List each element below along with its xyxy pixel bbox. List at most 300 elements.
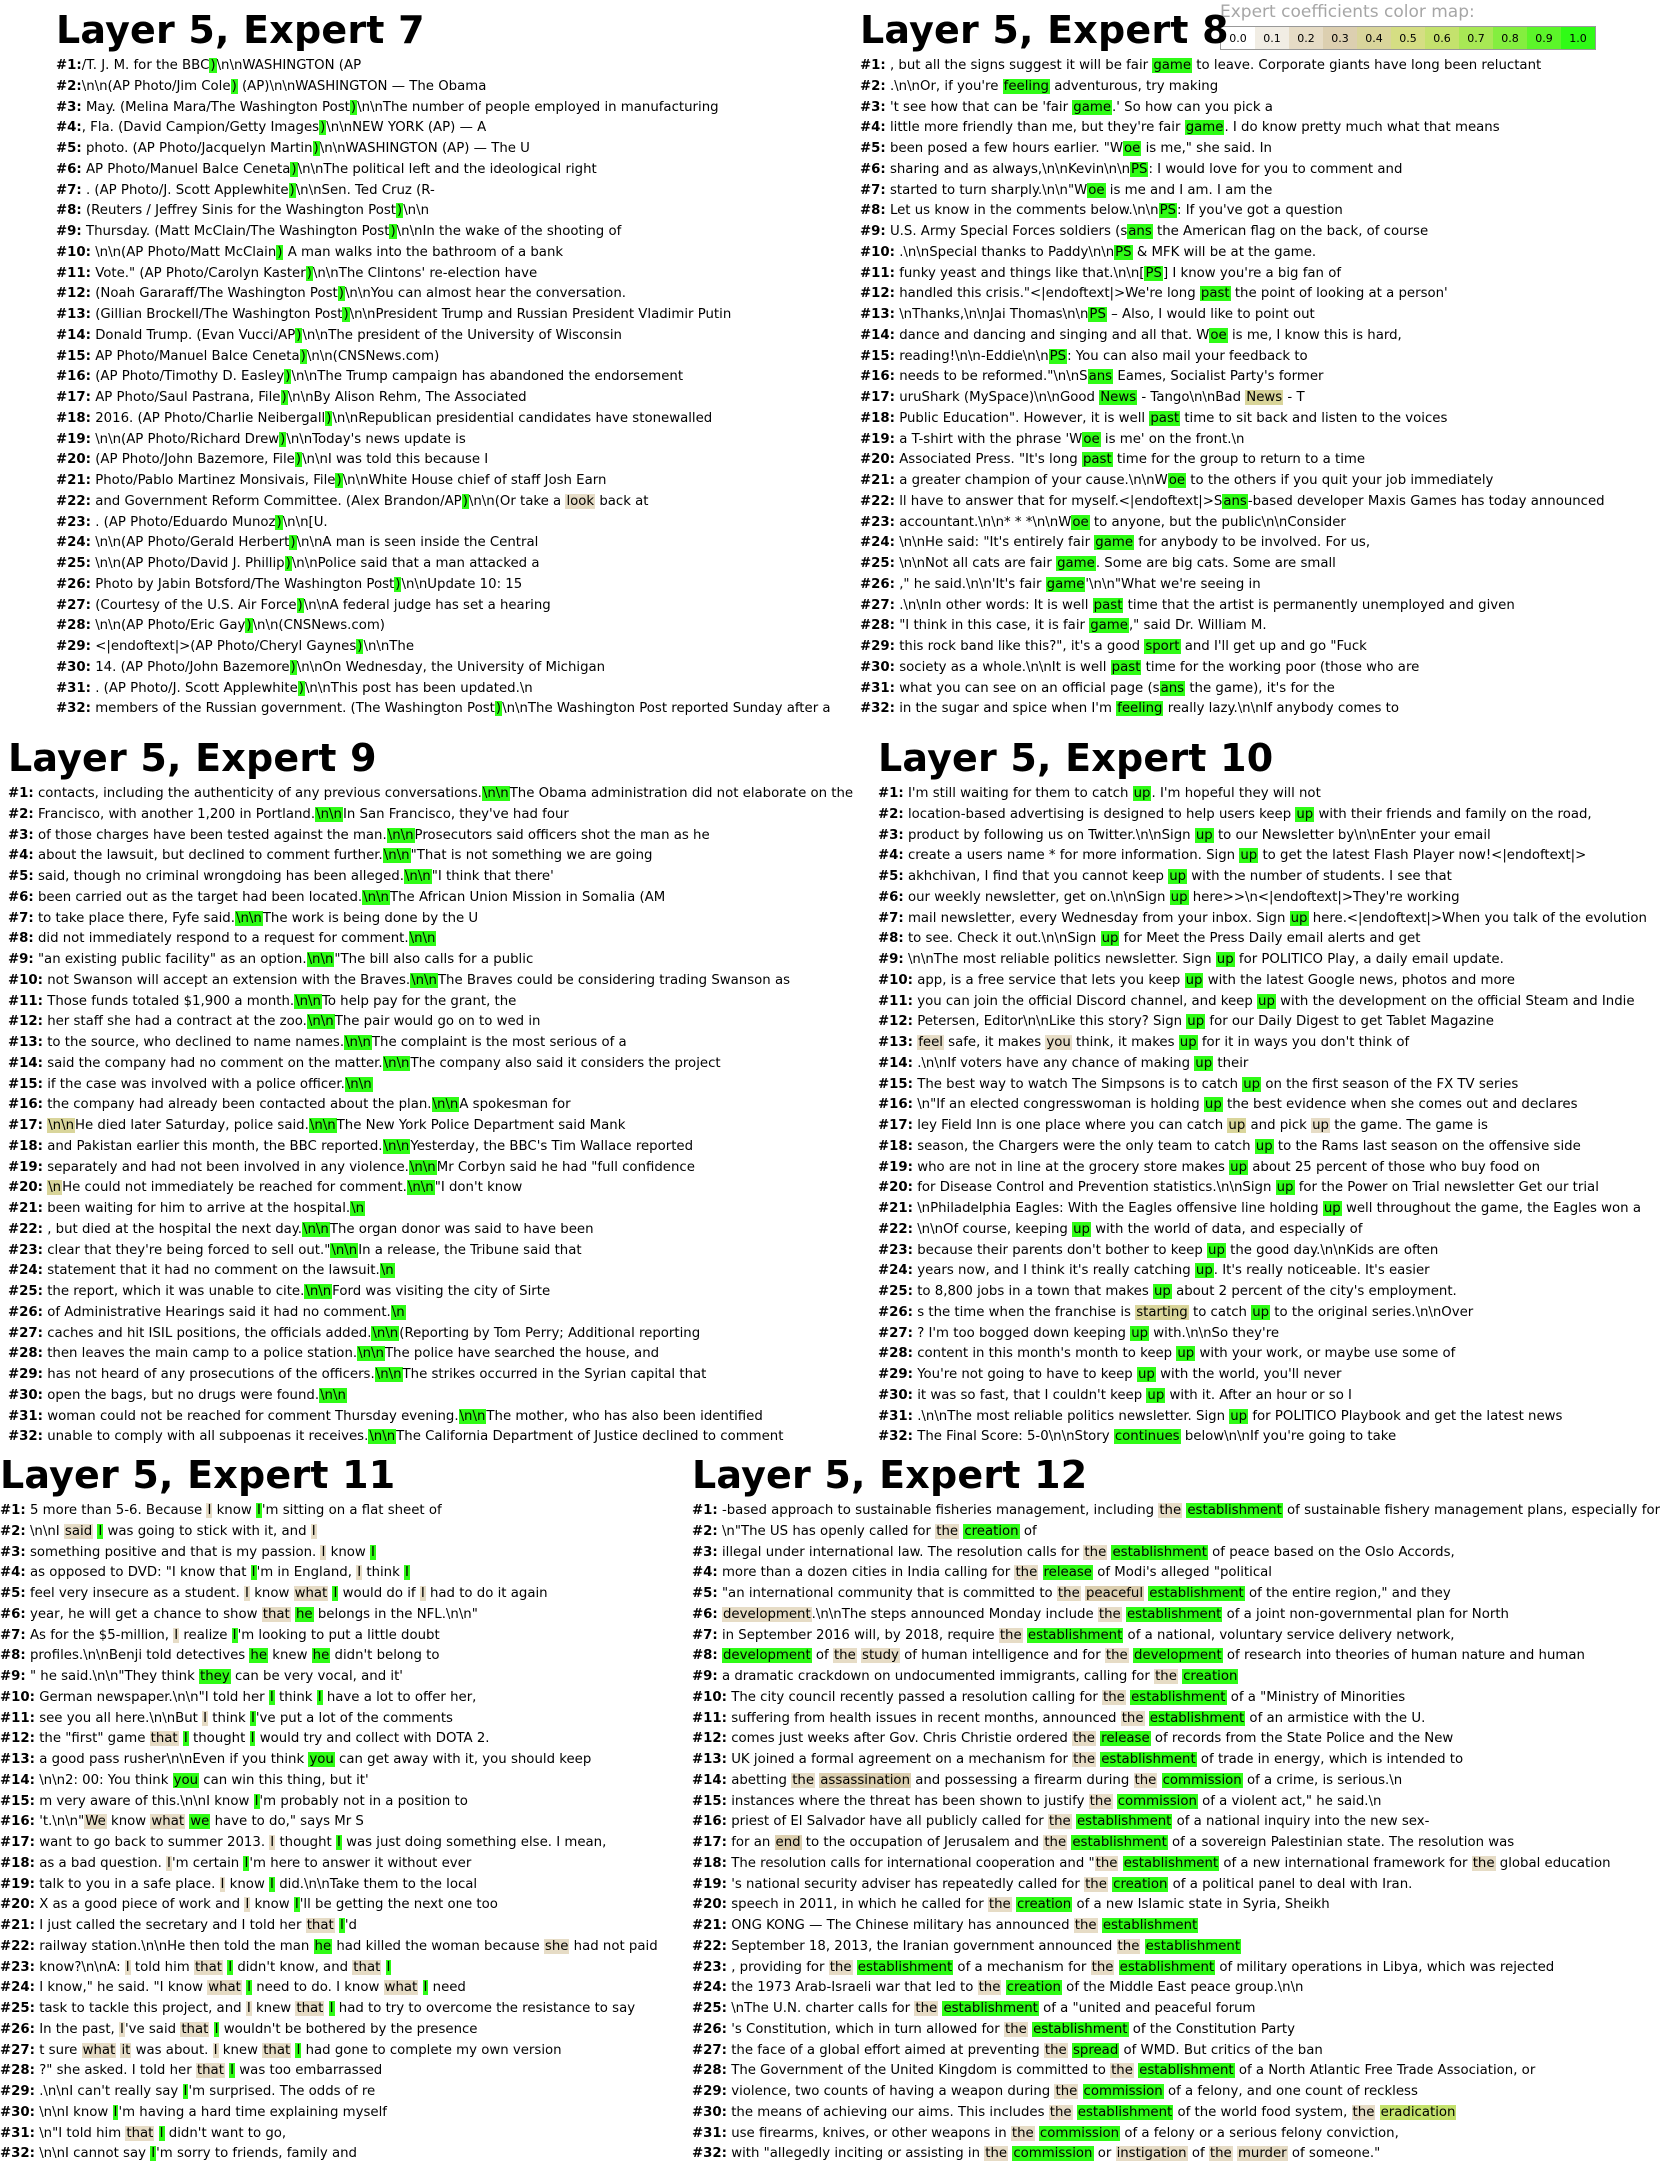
example-row [56, 98, 831, 119]
context-text: , Fla. (David Campion/Getty Images [81, 120, 320, 136]
row-index: #23: [0, 1959, 35, 1975]
row-index: #21: [56, 473, 91, 488]
row-index: #24: [8, 1263, 43, 1279]
context-text: for the Power on Trial newsletter Get our trial [1294, 1180, 1599, 1196]
context-text: ?" she asked. I told her [34, 2063, 196, 2079]
context-text: would do if [338, 1586, 420, 1601]
highlighted-token: I [203, 1710, 208, 1726]
context-text: 's Constitution, which in turn allowed for [726, 2021, 1004, 2037]
example-row [692, 1999, 1660, 2020]
highlighted-token: I [214, 2021, 219, 2037]
example-row [692, 1501, 1660, 1522]
row-index: #19: [0, 1876, 35, 1892]
context-text: priest of El Salvador have all publicly called for [726, 1814, 1048, 1830]
highlighted-token: game [1153, 58, 1192, 73]
row-index: #30: [860, 659, 895, 675]
example-row [8, 950, 853, 971]
context-text: not Swanson will accept an extension with the Braves. [42, 972, 411, 988]
highlighted-token: establishment [1131, 1689, 1226, 1705]
context-text: separately and had not been involved in any violence. [42, 1159, 409, 1175]
legend-cell: 0.3 [1323, 27, 1357, 49]
context-text: - T [1283, 390, 1305, 405]
example-row [860, 409, 1605, 430]
highlighted-token: up [1276, 1180, 1294, 1196]
example-row [56, 679, 831, 700]
highlighted-token: I [329, 2001, 334, 2016]
context-text [1038, 1565, 1042, 1580]
context-text: \n\nBy Alison Rehm, The Associated [287, 390, 527, 405]
row-index: #18: [0, 1855, 35, 1871]
row-index: #1: [860, 58, 886, 73]
context-text: To help pay for the grant, the [321, 993, 517, 1009]
row-index: #16: [878, 1097, 913, 1113]
row-index: #20: [0, 1897, 35, 1913]
context-text: .\n\nSpecial thanks to Paddy\n\n [894, 244, 1115, 260]
example-row [8, 1303, 853, 1324]
highlighted-token: News [1100, 390, 1137, 405]
row-index: #27: [878, 1325, 913, 1341]
context-text: and Government Reform Committee. (Alex Brandon/AP [90, 493, 462, 509]
context-text: \n\nA federal judge has set a hearing [303, 597, 551, 613]
example-row [0, 1646, 658, 1667]
example-row [56, 160, 831, 181]
context-text: . (AP Photo/J. Scott Applewhite [90, 680, 298, 696]
context-text: Yesterday, the BBC's Tim Wallace reported [410, 1138, 694, 1154]
context-text: to get the latest Flash Player now!<|endoftext|> [1258, 848, 1587, 864]
highlighted-token: the [1089, 1793, 1112, 1809]
row-index: #9: [860, 224, 886, 239]
context-text: : If you've got a question [1177, 203, 1343, 219]
row-index: #25: [860, 556, 895, 571]
row-index: #7: [0, 1627, 26, 1643]
row-index: #15: [860, 348, 895, 364]
example-row [692, 1522, 1660, 1543]
example-row [692, 1895, 1660, 1916]
highlighted-token: commission [1117, 1793, 1197, 1809]
example-row [0, 1522, 658, 1543]
context-text: below\n\nIf you're going to take [1180, 1429, 1397, 1445]
row-index: #7: [8, 910, 34, 926]
context-text: season, the Chargers were the only team to catch [912, 1138, 1255, 1154]
row-index: #6: [878, 889, 904, 905]
highlighted-token: establishment [1077, 2104, 1173, 2120]
token-list [860, 56, 1605, 720]
legend-cell: 0.0 [1221, 27, 1255, 49]
highlighted-token: \n\n [482, 786, 509, 801]
context-text: the "first" game [34, 1731, 150, 1747]
context-text: – Also, I would like to point out [1106, 307, 1315, 322]
row-index: #22: [0, 1938, 35, 1954]
example-row [56, 305, 831, 326]
highlighted-token: the [1011, 2125, 1034, 2141]
context-text: \n\nThe political left and the ideological right [297, 161, 597, 177]
context-text: \n\nNot all cats are fair [894, 556, 1057, 571]
context-text: of a national, voluntary service delivery network, [1123, 1627, 1455, 1643]
context-text: \n\n2: 00: You think [34, 1772, 173, 1788]
row-index: #10: [878, 972, 913, 988]
context-text: and pick [1246, 1118, 1312, 1133]
example-row [878, 950, 1647, 971]
context-text: \n\n(CNSNews.com) [252, 618, 385, 634]
context-text: to 8,800 jobs in a town that makes [912, 1284, 1153, 1299]
highlighted-token: up [1153, 1284, 1171, 1299]
highlighted-token: what [82, 2042, 116, 2058]
highlighted-token: up [1133, 786, 1151, 801]
context-text: m very aware of this.\n\nI know [34, 1793, 254, 1809]
context-text: 5 more than 5-6. Because [25, 1503, 207, 1518]
highlighted-token: up [1230, 1408, 1248, 1424]
highlighted-token: I [336, 1835, 341, 1850]
row-index: #21: [860, 473, 895, 488]
context-text: \n\nThe Clintons' re-election have [312, 265, 538, 281]
example-row [692, 1626, 1660, 1647]
highlighted-token: I [220, 1876, 225, 1892]
row-index: #26: [692, 2021, 727, 2037]
context-text: their [1213, 1055, 1249, 1071]
row-index: #27: [0, 2042, 35, 2058]
context-text: suffering from health issues in recent months, announced [726, 1710, 1121, 1726]
highlighted-token: game [1073, 99, 1112, 115]
highlighted-token: \n\n [409, 1159, 436, 1175]
context-text: in the sugar and spice when I'm [894, 701, 1117, 717]
context-text: of military operations in Libya, which was rejected [1215, 1959, 1555, 1975]
highlighted-token: \n\n [320, 1387, 346, 1403]
context-text: the company had already been contacted about the plan. [42, 1097, 432, 1113]
example-row [56, 430, 831, 451]
row-index: #9: [0, 1669, 26, 1684]
context-text: to our Newsletter by\n\nEnter your email [1213, 827, 1491, 843]
context-text: "an existing public facility" as an option. [33, 952, 307, 967]
highlighted-token: up [1296, 806, 1314, 822]
row-index: #14: [878, 1055, 913, 1071]
context-text: of a North Atlantic Free Trade Association, or [1234, 2063, 1536, 2079]
highlighted-token: ) [350, 99, 357, 115]
context-text: want to go back to summer 2013. [34, 1835, 270, 1850]
panel-title: Layer 5, Expert 11 [0, 1453, 396, 1497]
example-row [878, 784, 1647, 805]
context-text: ONG KONG — The Chinese military has announced [726, 1918, 1074, 1933]
highlighted-token: up [1101, 931, 1119, 947]
legend-cell: 0.4 [1357, 27, 1391, 49]
context-text: (Reporting by Tom Perry; Additional reporting [399, 1325, 701, 1341]
context-text: a good pass rusher\n\nEven if you think [34, 1752, 309, 1767]
highlighted-token: establishment [1027, 1627, 1123, 1643]
row-index: #6: [8, 889, 34, 905]
highlighted-token: \n\n [409, 931, 436, 947]
example-row [860, 139, 1605, 160]
context-text: AP Photo/Saul Pastrana, File [90, 390, 281, 405]
context-text: \nPhiladelphia Eagles: With the Eagles offensive line holding [912, 1201, 1323, 1216]
row-index: #5: [692, 1586, 718, 1601]
row-index: #28: [0, 2063, 35, 2079]
context-text: then leaves the main camp to a police station. [42, 1346, 358, 1362]
highlighted-token: he [312, 1648, 330, 1664]
context-text: clear that they're being forced to sell out." [42, 1242, 331, 1258]
row-index: #29: [0, 2084, 35, 2099]
row-index: #1: [692, 1503, 718, 1518]
context-text: of the world food system, [1173, 2104, 1352, 2120]
row-index: #16: [860, 369, 895, 385]
row-index: #25: [692, 2001, 727, 2016]
example-row [8, 1324, 853, 1345]
context-text: 2016. (AP Photo/Charlie Neibergall [90, 410, 326, 426]
highlighted-token: the [1055, 2084, 1078, 2099]
highlighted-token: past [1200, 286, 1230, 302]
highlighted-token: up [1169, 869, 1187, 884]
context-text: & MFK will be at the game. [1132, 244, 1317, 260]
highlighted-token: establishment [1102, 1918, 1198, 1933]
panel-expert-9 [8, 738, 853, 1448]
context-text: is me' on the front.\n [1100, 431, 1245, 447]
context-text: \n\n(AP Photo/David J. Phillip [90, 556, 285, 571]
example-row [860, 181, 1605, 202]
highlighted-token: ) [295, 452, 302, 468]
panel-title: Layer 5, Expert 10 [878, 736, 1274, 780]
context-text: I'm still waiting for them to catch [903, 786, 1133, 801]
example-row [860, 533, 1605, 554]
context-text: with.\n\nSo they're [1149, 1325, 1280, 1341]
context-text: " he said.\n\n"They think [25, 1669, 200, 1684]
context-text: of peace based on the Oslo Accords, [1207, 1544, 1455, 1560]
example-row [878, 1303, 1647, 1324]
highlighted-token: you [309, 1752, 334, 1767]
example-row [0, 1978, 658, 1999]
context-text: of a crime, is serious.\n [1242, 1772, 1403, 1788]
context-text: as a bad question. [34, 1855, 167, 1871]
row-index: #24: [878, 1263, 913, 1279]
row-index: #12: [56, 286, 91, 302]
row-index: #28: [8, 1346, 43, 1362]
row-index: #30: [8, 1387, 43, 1403]
context-text: of a national inquiry into the new sex- [1172, 1814, 1430, 1830]
highlighted-token: spread [1072, 2042, 1119, 2058]
example-row [878, 1261, 1647, 1282]
context-text: adventurous, try making [1049, 78, 1219, 94]
row-index: #5: [8, 869, 34, 884]
row-index: #32: [692, 2146, 727, 2162]
context-text: of someone." [1287, 2146, 1381, 2162]
example-row [878, 1095, 1647, 1116]
row-index: #32: [56, 701, 91, 717]
context-text: (Noah Gararaff/The Washington Post [90, 286, 338, 302]
example-row [860, 575, 1605, 596]
example-row [878, 1012, 1647, 1033]
context-text: \n\nOn Wednesday, the University of Michigan [296, 659, 606, 675]
context-text: about 25 percent of those who buy food on [1248, 1159, 1541, 1175]
context-text: to the Rams last season on the offensive side [1273, 1138, 1581, 1154]
example-row [860, 450, 1605, 471]
example-row [8, 1178, 853, 1199]
row-index: #10: [860, 244, 895, 260]
highlighted-token: establishment [1072, 1835, 1167, 1850]
example-row [878, 1241, 1647, 1262]
example-row [860, 367, 1605, 388]
context-text: content in this month's month to keep [912, 1346, 1177, 1362]
highlighted-token: up [1137, 1367, 1155, 1382]
context-text: 't.\n\n" [34, 1814, 85, 1830]
context-text: \n\nPolice said that a man attacked a [291, 556, 540, 571]
row-index: #18: [878, 1138, 913, 1154]
highlighted-token: \n\n [372, 1325, 399, 1341]
context-text: members of the Russian government. (The Washington Post [90, 701, 495, 717]
example-row [56, 492, 831, 513]
row-index: #1: [0, 1503, 26, 1518]
context-text: something positive and that is my passion. [25, 1544, 321, 1560]
example-row [0, 1937, 658, 1958]
highlighted-token: he [295, 1606, 313, 1622]
row-index: #17: [56, 390, 91, 405]
row-index: #13: [56, 307, 91, 322]
context-text: in September 2016 will, by 2018, require [717, 1627, 999, 1643]
row-index: #2: [692, 1523, 718, 1539]
context-text: The New York Police Department said Mank [336, 1118, 626, 1133]
context-text: \n\nWASHINGTON (AP [216, 58, 362, 73]
highlighted-token: the [1117, 1938, 1140, 1954]
row-index: #7: [878, 910, 904, 926]
example-row [692, 1543, 1660, 1564]
highlighted-token: ) [336, 473, 342, 488]
highlighted-token: ) [289, 182, 295, 198]
context-text: for our Daily Digest to get Tablet Magazine [1205, 1014, 1494, 1030]
example-row [8, 1075, 853, 1096]
highlighted-token: ) [285, 556, 291, 571]
context-text: Eames, Socialist Party's former [1113, 369, 1324, 385]
example-row [878, 888, 1647, 909]
row-index: #16: [692, 1814, 727, 1830]
example-row [0, 2082, 658, 2103]
context-text: - Tango\n\nBad [1137, 390, 1246, 405]
context-text: \n\nWhite House chief of staff Josh Earn [342, 473, 607, 488]
panel-title: Layer 5, Expert 12 [692, 1453, 1088, 1497]
highlighted-token: that [181, 2021, 209, 2037]
context-text: ley Field Inn is one place where you can catch [912, 1118, 1228, 1133]
example-row [878, 992, 1647, 1013]
highlighted-token: what [151, 1814, 185, 1830]
highlighted-token: ans [1128, 224, 1152, 239]
context-text: \n\n(Or take a [468, 493, 566, 509]
highlighted-token: the [1084, 1544, 1107, 1560]
context-text: know [212, 1503, 256, 1518]
highlighted-token: PS [1089, 307, 1106, 322]
example-row [0, 1999, 658, 2020]
context-text: Let us know in the comments below.\n\n [885, 203, 1159, 219]
highlighted-token: \n\n [369, 1429, 396, 1445]
highlighted-token: \n\n [48, 1118, 75, 1133]
context-text: did not immediately respond to a request for comment. [33, 931, 409, 947]
example-row [878, 846, 1647, 867]
context-text: In San Francisco, they've had four [342, 806, 569, 822]
context-text: The California Department of Justice declined to comment [396, 1429, 784, 1445]
example-row [0, 2061, 658, 2082]
highlighted-token: that [296, 2001, 324, 2016]
context-text: think [274, 1689, 317, 1705]
highlighted-token: past [1082, 452, 1112, 468]
context-text: Prosecutors said officers shot the man as he [414, 827, 710, 843]
context-text: you can join the official Discord channel, and keep [912, 993, 1258, 1009]
highlighted-token: the [1159, 1503, 1182, 1518]
row-index: #15: [878, 1076, 913, 1092]
context-text: \n\nA man is seen inside the Central [296, 535, 539, 551]
context-text: this rock band like this?", it's a good [894, 639, 1145, 654]
context-text: had to do it again [425, 1586, 548, 1601]
panel-expert-7 [56, 10, 831, 720]
context-text: 'm certain [171, 1855, 244, 1871]
context-text: I know," he said. "I know [34, 1980, 208, 1996]
example-row [0, 1584, 658, 1605]
row-index: #16: [8, 1097, 43, 1113]
context-text: (Reuters / Jeffrey Sinis for the Washington Post [81, 203, 396, 219]
highlighted-token: \n [380, 1263, 394, 1279]
example-row [56, 326, 831, 347]
row-index: #10: [692, 1689, 727, 1705]
context-text: because their parents don't bother to keep [912, 1242, 1208, 1258]
context-text: global education [1495, 1855, 1611, 1871]
row-index: #31: [878, 1408, 913, 1424]
example-row [8, 1282, 853, 1303]
example-row [692, 1854, 1660, 1875]
context-text: of [811, 1648, 833, 1664]
context-text: her staff she had a contract at the zoo. [42, 1014, 307, 1030]
row-index: #23: [56, 514, 91, 530]
highlighted-token: the [915, 2001, 938, 2016]
example-row [56, 388, 831, 409]
highlighted-token: the [1121, 1710, 1144, 1726]
context-text: As for the $5-million, [25, 1627, 174, 1643]
context-text: uruShark (MySpace)\n\nGood [894, 390, 1100, 405]
row-index: #31: [860, 680, 895, 696]
highlighted-token: up [1252, 1304, 1270, 1320]
context-text: can get away with it, you should keep [334, 1752, 592, 1767]
highlighted-token: the [1209, 2146, 1232, 2162]
context-text: have to do," says Mr S [210, 1814, 364, 1830]
highlighted-token: I [333, 1586, 338, 1601]
example-row [0, 2041, 658, 2062]
context-text: September 18, 2013, the Iranian government announced [726, 1938, 1117, 1954]
row-index: #11: [878, 993, 913, 1009]
context-text: May. (Melina Mara/The Washington Post [81, 99, 350, 115]
row-index: #22: [860, 493, 895, 509]
context-text: \n\nNEW YORK (AP) — A [326, 120, 487, 136]
context-text: statement that it had no comment on the lawsuit. [42, 1263, 380, 1279]
row-index: #1: [56, 58, 82, 73]
context-text: use firearms, knives, or other weapons in [726, 2125, 1011, 2141]
row-index: #5: [860, 141, 886, 156]
highlighted-token: creation [1006, 1980, 1061, 1996]
highlighted-token: up [1179, 1035, 1197, 1050]
highlighted-token: I [250, 1710, 255, 1726]
row-index: #3: [692, 1544, 718, 1560]
highlighted-token: development [722, 1648, 811, 1664]
highlighted-token: up [1255, 1138, 1273, 1154]
row-index: #16: [56, 369, 91, 385]
row-index: #7: [860, 182, 886, 198]
example-row [860, 160, 1605, 181]
row-index: #1: [878, 786, 904, 801]
context-text: A man walks into the bathroom of a bank [283, 244, 564, 260]
row-index: #26: [56, 576, 91, 592]
highlighted-token: oe [1088, 182, 1105, 198]
highlighted-token: establishment [1112, 1544, 1207, 1560]
context-text: caches and hit ISIL positions, the officials added. [42, 1325, 372, 1341]
highlighted-token: establishment [1119, 1959, 1215, 1975]
context-text: to the occupation of Jerusalem and [801, 1835, 1044, 1850]
context-text: time that the artist is permanently unemployed and given [1123, 597, 1515, 613]
row-index: #19: [860, 431, 895, 447]
row-index: #29: [860, 639, 895, 654]
highlighted-token: ) [285, 369, 291, 385]
example-row [692, 2082, 1660, 2103]
highlighted-token: News [1246, 390, 1283, 405]
